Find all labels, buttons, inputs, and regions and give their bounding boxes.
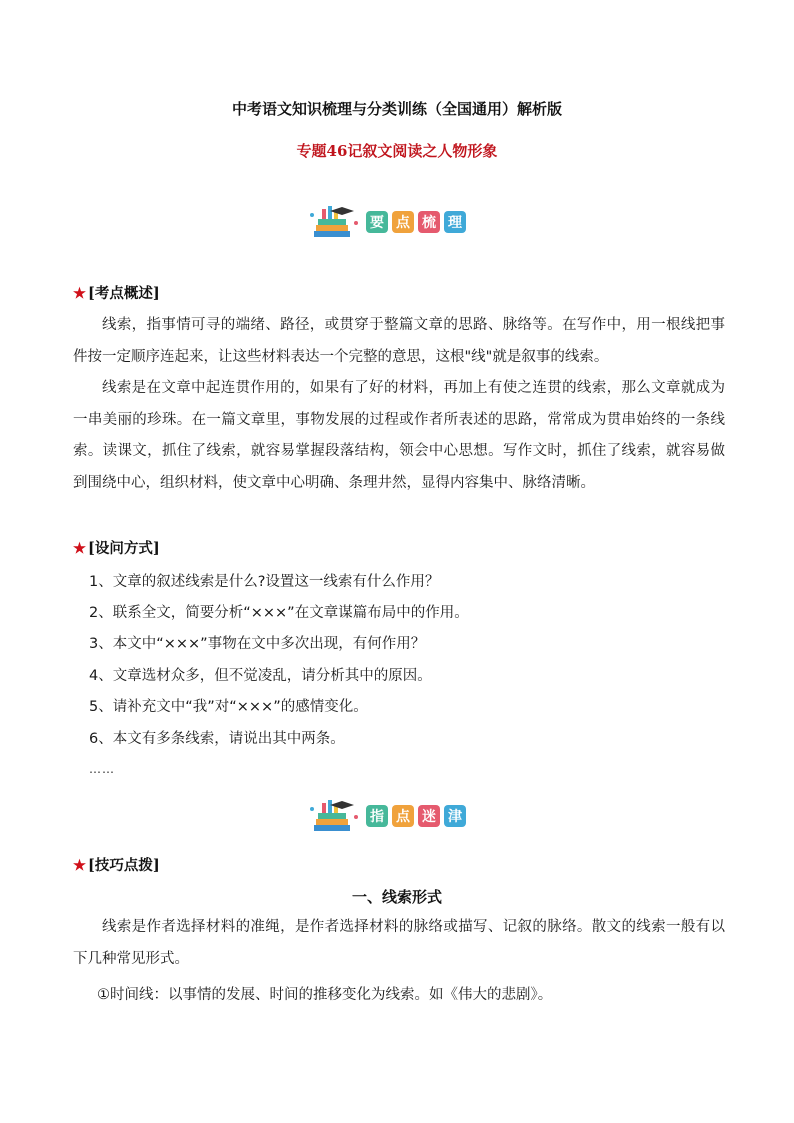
banner-char: 指 bbox=[366, 805, 388, 827]
banner-key-points bbox=[308, 202, 488, 242]
question-item: 4、文章选材众多，但不觉凌乱，请分析其中的原因。 bbox=[89, 668, 432, 684]
banner-char: 要 bbox=[366, 211, 388, 233]
document-title: 中考语文知识梳理与分类训练（全国通用）解析版 bbox=[231, 100, 562, 118]
banner-char: 点 bbox=[392, 805, 414, 827]
ellipsis: …… bbox=[89, 762, 115, 776]
question-item: 5、请补充文中“我”对“×××”的感情变化。 bbox=[89, 699, 368, 715]
section-subtitle: 一、线索形式 bbox=[351, 888, 442, 906]
banner-char: 点 bbox=[392, 211, 414, 233]
question-item: 1、文章的叙述线索是什么?设置这一线索有什么作用？ bbox=[89, 574, 440, 590]
banner-tips bbox=[308, 796, 488, 836]
banner-char: 梳 bbox=[418, 211, 440, 233]
heading-text: [考点概述] bbox=[88, 285, 160, 302]
heading-question-types bbox=[73, 537, 160, 558]
star-icon: ★ bbox=[73, 857, 86, 874]
paragraph: 线索是在文章中起连贯作用的，如果有了好的材料，再加上有使之连贯的线索，那么文章就成为一串美丽的珍珠。在一篇文章里，事物发展的过程或作者所表述的思路，常常成为贯串始终的一条线索。读课文，抓住了线索，就容易掌握段落结构，领会中心思想。写作文时，抓住了线索，就容易做到围绕中心，组织材料，使文章中心明确、条理井然，显得内容集中、脉络清晰。 bbox=[73, 380, 725, 491]
question-item: 2、联系全文，简要分析“×××”在文章谋篇布局中的作用。 bbox=[89, 605, 469, 621]
list-item: ①时间线：以事情的发展、时间的推移变化为线索。如《伟大的悲剧》。 bbox=[97, 987, 553, 1003]
books-icon bbox=[308, 203, 360, 241]
star-icon: ★ bbox=[73, 540, 86, 557]
books-icon bbox=[308, 797, 360, 835]
banner-char: 迷 bbox=[418, 805, 440, 827]
heading-overview bbox=[73, 282, 160, 303]
question-item: 6、本文有多条线索，请说出其中两条。 bbox=[89, 731, 345, 747]
banner-char: 理 bbox=[444, 211, 466, 233]
banner-char: 津 bbox=[444, 805, 466, 827]
document-subtitle: 专题46记叙文阅读之人物形象 bbox=[296, 142, 498, 160]
heading-tips bbox=[73, 854, 160, 875]
question-item: 3、本文中“×××”事物在文中多次出现，有何作用？ bbox=[89, 636, 426, 652]
heading-text: [设问方式] bbox=[88, 540, 160, 557]
paragraph: 线索是作者选择材料的准绳，是作者选择材料的脉络或描写、记叙的脉络。散文的线索一般有以下几种常见形式。 bbox=[73, 919, 725, 967]
star-icon: ★ bbox=[73, 285, 86, 302]
heading-text: [技巧点拨] bbox=[88, 857, 160, 874]
paragraph: 线索，指事情可寻的端绪、路径，或贯穿于整篇文章的思路、脉络等。在写作中，用一根线把事件按一定顺序连起来，让这些材料表达一个完整的意思，这根"线"就是叙事的线索。 bbox=[73, 317, 725, 365]
